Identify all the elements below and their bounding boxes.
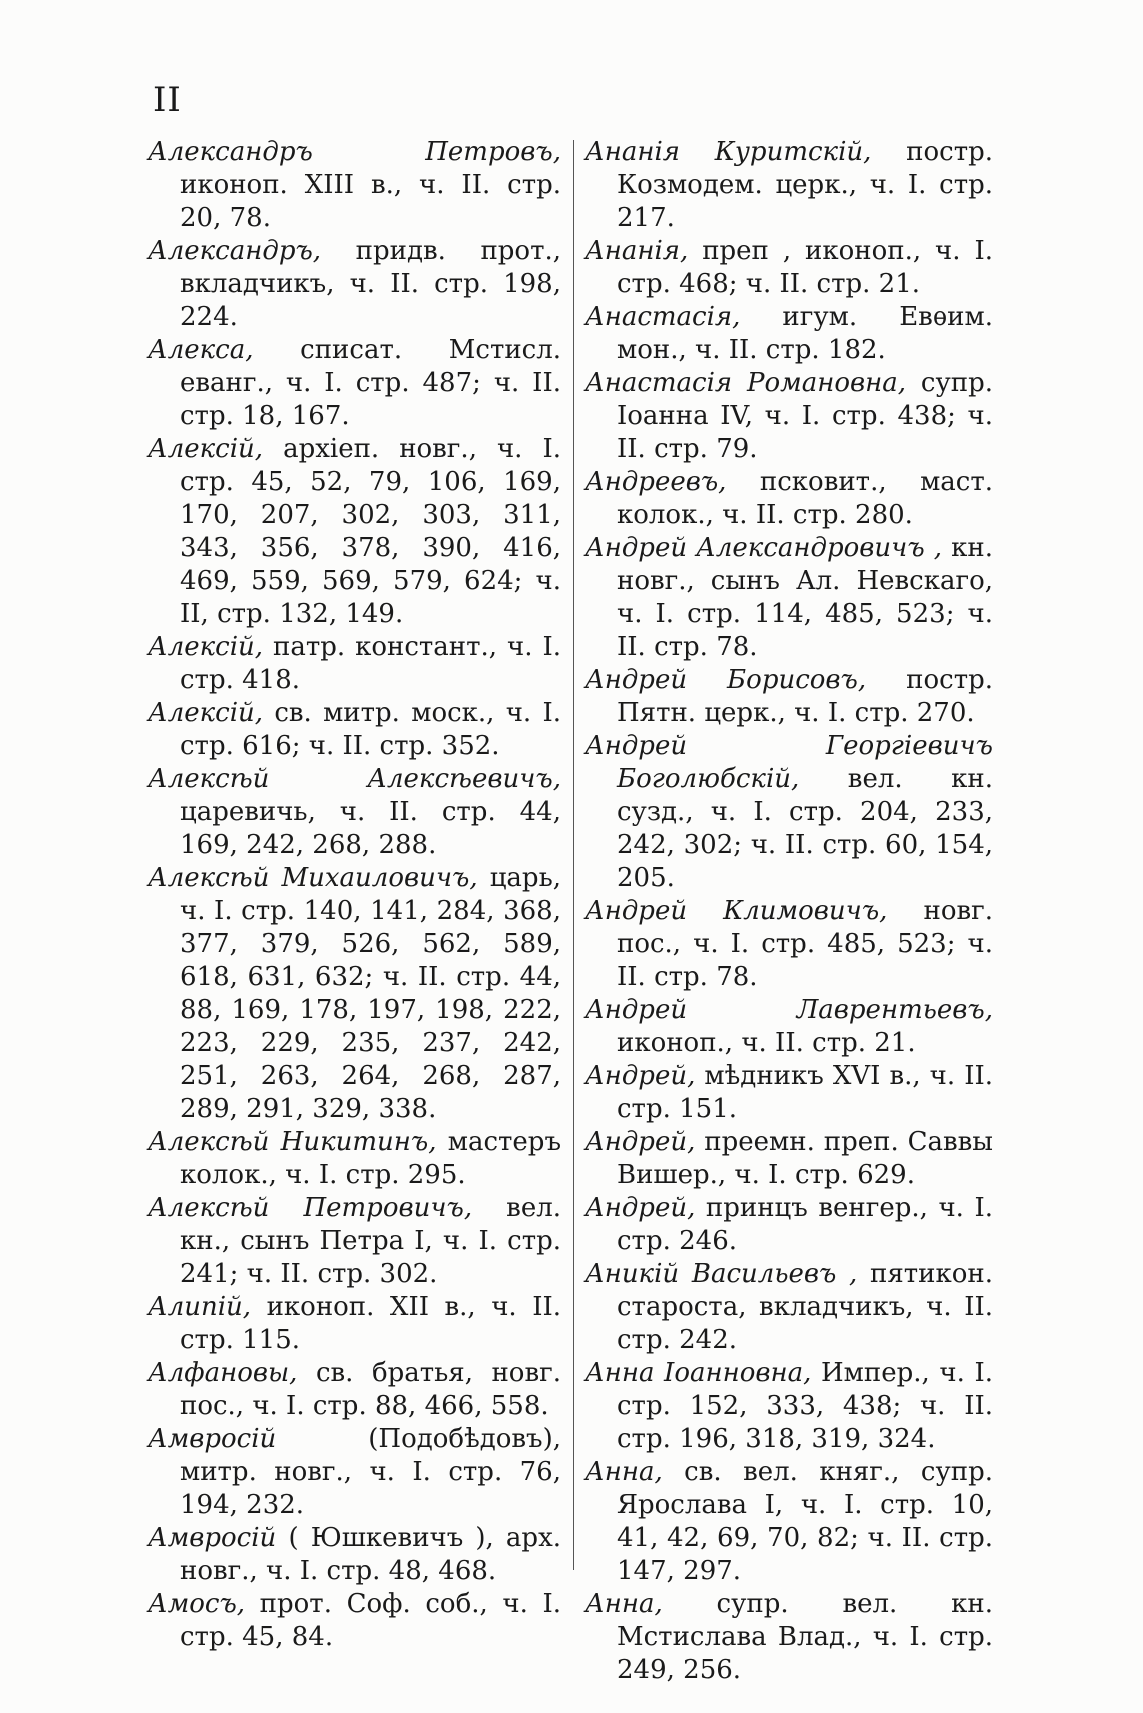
entry-refs: постр. Козмодем. церк., ч. I. стр. 217.: [617, 137, 993, 233]
entry-name: Алексій,: [148, 632, 264, 662]
entry-refs: иконоп., ч. II. стр. 21.: [617, 1028, 916, 1058]
entry-name: Ананія Куритскій,: [585, 137, 872, 167]
index-entry: [148, 1291, 561, 1357]
index-entry: [148, 1192, 561, 1291]
entry-name: Алфановы,: [148, 1358, 298, 1388]
entry-name: Андреевъ,: [585, 467, 727, 497]
entry-name: Андрей,: [585, 1061, 696, 1091]
entry-refs: св. вел. княг., супр. Ярослава I, ч. I. стр. 10, 41, 42, 69, 70, 82; ч. II. стр. 147, 297.: [617, 1457, 993, 1586]
index-entry: [585, 1258, 993, 1357]
entry-name: Алексій,: [148, 698, 264, 728]
index-entry: [585, 730, 993, 895]
index-entry: [148, 136, 561, 235]
entry-name: Амвросій: [148, 1424, 277, 1454]
entry-refs: кн. новг., сынъ Ал. Невскаго, ч. I. стр. 114, 485, 523; ч. II. стр. 78.: [617, 533, 993, 662]
entry-name: Алексѣй Михаиловичъ,: [148, 863, 478, 893]
entry-name: Амвросій: [148, 1523, 277, 1553]
left-column: [148, 136, 561, 1654]
entry-refs: супр. Іоанна IV, ч. I. стр. 438; ч. II. стр. 79.: [617, 368, 993, 464]
index-entry: [585, 136, 993, 235]
entry-refs: преемн. преп. Саввы Вишер., ч. I. стр. 629.: [617, 1127, 993, 1190]
index-entry: [585, 895, 993, 994]
entry-refs: св. митр. моск., ч. I. стр. 616; ч. II. стр. 352.: [180, 698, 561, 761]
entry-refs: иконоп. XII в., ч. II. стр. 115.: [180, 1292, 561, 1355]
entry-refs: псковит., маст. колок., ч. II. стр. 280.: [617, 467, 993, 530]
entry-name: Андрей Борисовъ,: [585, 665, 867, 695]
entry-name: Андрей,: [585, 1193, 696, 1223]
index-entry: [585, 1060, 993, 1126]
index-entry: [585, 532, 993, 664]
entry-name: Ананія,: [585, 236, 689, 266]
entry-refs: Импер., ч. I. стр. 152, 333, 438; ч. II. стр. 196, 318, 319, 324.: [617, 1358, 993, 1454]
index-entry: [585, 1456, 993, 1588]
right-column: [585, 136, 993, 1687]
entry-name: Аникій Васильевъ ,: [585, 1259, 858, 1289]
entry-refs: царевичь, ч. II. стр. 44, 169, 242, 268, 288.: [180, 797, 561, 860]
index-entry: [148, 235, 561, 334]
entry-name: Алексѣй Петровичъ,: [148, 1193, 473, 1223]
entry-refs: иконоп. XIII в., ч. II. стр. 20, 78.: [180, 170, 561, 233]
entry-refs: преп , иконоп., ч. I. стр. 468; ч. II. стр. 21.: [617, 236, 993, 299]
column-divider: [573, 140, 574, 1570]
entry-refs: постр. Пятн. церк., ч. I. стр. 270.: [617, 665, 993, 728]
entry-refs: придв. прот., вкладчикъ, ч. II. стр. 198, 224.: [180, 236, 561, 332]
entry-refs: царь, ч. I. стр. 140, 141, 284, 368, 377, 379, 526, 562, 589, 618, 631, 632; ч. II. стр. 44, 88, 169, 178, 197, 198, 222, 223, 229, 235, 237, 242, 251, 263, 264, 268, 287, 289, 291, 329, 338.: [180, 863, 561, 1124]
entry-name: Александръ,: [148, 236, 322, 266]
entry-refs: (Подобѣдовъ), митр. новг., ч. I. стр. 76, 194, 232.: [180, 1424, 561, 1520]
entry-refs: новг. пос., ч. I. стр. 485, 523; ч. II. стр. 78.: [617, 896, 993, 992]
index-entry: [585, 466, 993, 532]
entry-name: Андрей Лаврентьевъ,: [585, 995, 993, 1025]
index-entry: [148, 1357, 561, 1423]
entry-refs: игум. Евѳим. мон., ч. II. стр. 182.: [617, 302, 993, 365]
index-entry: [148, 334, 561, 433]
index-entry: [148, 1588, 561, 1654]
index-entry: [148, 433, 561, 631]
entry-refs: мѣдникъ XVI в., ч. II. стр. 151.: [617, 1061, 993, 1124]
entry-refs: прот. Соф. соб., ч. I. стр. 45, 84.: [180, 1589, 561, 1652]
entry-name: Анастасія Романовна,: [585, 368, 907, 398]
entry-refs: ( Юшкевичъ ), арх. новг., ч. I. стр. 48, 468.: [180, 1523, 561, 1586]
entry-refs: списат. Мстисл. еванг., ч. I. стр. 487; ч. II. стр. 18, 167.: [180, 335, 561, 431]
index-entry: [148, 1126, 561, 1192]
index-entry: [148, 862, 561, 1126]
entry-refs: супр. вел. кн. Мстислава Влад., ч. I. стр. 249, 256.: [617, 1589, 993, 1685]
entry-refs: св. братья, новг. пос., ч. I. стр. 88, 466, 558.: [180, 1358, 561, 1421]
index-entry: [148, 697, 561, 763]
index-entry: [585, 367, 993, 466]
index-entry: [585, 235, 993, 301]
index-entry: [585, 1588, 993, 1687]
index-entry: [148, 1522, 561, 1588]
entry-refs: принцъ венгер., ч. I. стр. 246.: [617, 1193, 993, 1256]
page-number: II: [153, 80, 182, 120]
index-entry: [585, 1357, 993, 1456]
entry-name: Александръ Петровъ,: [148, 137, 561, 167]
index-entry: [148, 763, 561, 862]
entry-refs: патр. констант., ч. I. стр. 418.: [180, 632, 561, 695]
entry-name: Анна,: [585, 1589, 663, 1619]
index-entry: [148, 1423, 561, 1522]
entry-refs: вел. кн. сузд., ч. I. стр. 204, 233, 242, 302; ч. II. стр. 60, 154, 205.: [617, 764, 993, 893]
entry-refs: мастеръ колок., ч. I. стр. 295.: [180, 1127, 561, 1190]
entry-name: Анна,: [585, 1457, 663, 1487]
index-entry: [585, 664, 993, 730]
entry-name: Анастасія,: [585, 302, 741, 332]
entry-name: Алекса,: [148, 335, 254, 365]
index-entry: [585, 1126, 993, 1192]
index-entry: [585, 301, 993, 367]
entry-refs: пятикон. староста, вкладчикъ, ч. II. стр. 242.: [617, 1259, 993, 1355]
index-entry: [148, 631, 561, 697]
entry-name: Алексѣй Алексѣевичъ,: [148, 764, 561, 794]
entry-name: Андрей,: [585, 1127, 696, 1157]
index-entry: [585, 1192, 993, 1258]
entry-name: Алексѣй Никитинъ,: [148, 1127, 437, 1157]
entry-name: Алексій,: [148, 434, 264, 464]
entry-name: Алипій,: [148, 1292, 252, 1322]
entry-refs: вел. кн., сынъ Петра I, ч. I. стр. 241; ч. II. стр. 302.: [180, 1193, 561, 1289]
entry-name: Андрей Климовичъ,: [585, 896, 888, 926]
index-entry: [585, 994, 993, 1060]
entry-name: Андрей Георгіевичъ Боголюбскій,: [585, 731, 993, 794]
entry-name: Анна Іоанновна,: [585, 1358, 812, 1388]
entry-name: Амосъ,: [148, 1589, 246, 1619]
entry-name: Андрей Александровичъ ,: [585, 533, 943, 563]
entry-refs: архіеп. новг., ч. I. стр. 45, 52, 79, 106, 169, 170, 207, 302, 303, 311, 343, 356, 378, 390, 416, 469, 559, 569, 579, 624; ч. II, стр. 132, 149.: [180, 434, 561, 629]
